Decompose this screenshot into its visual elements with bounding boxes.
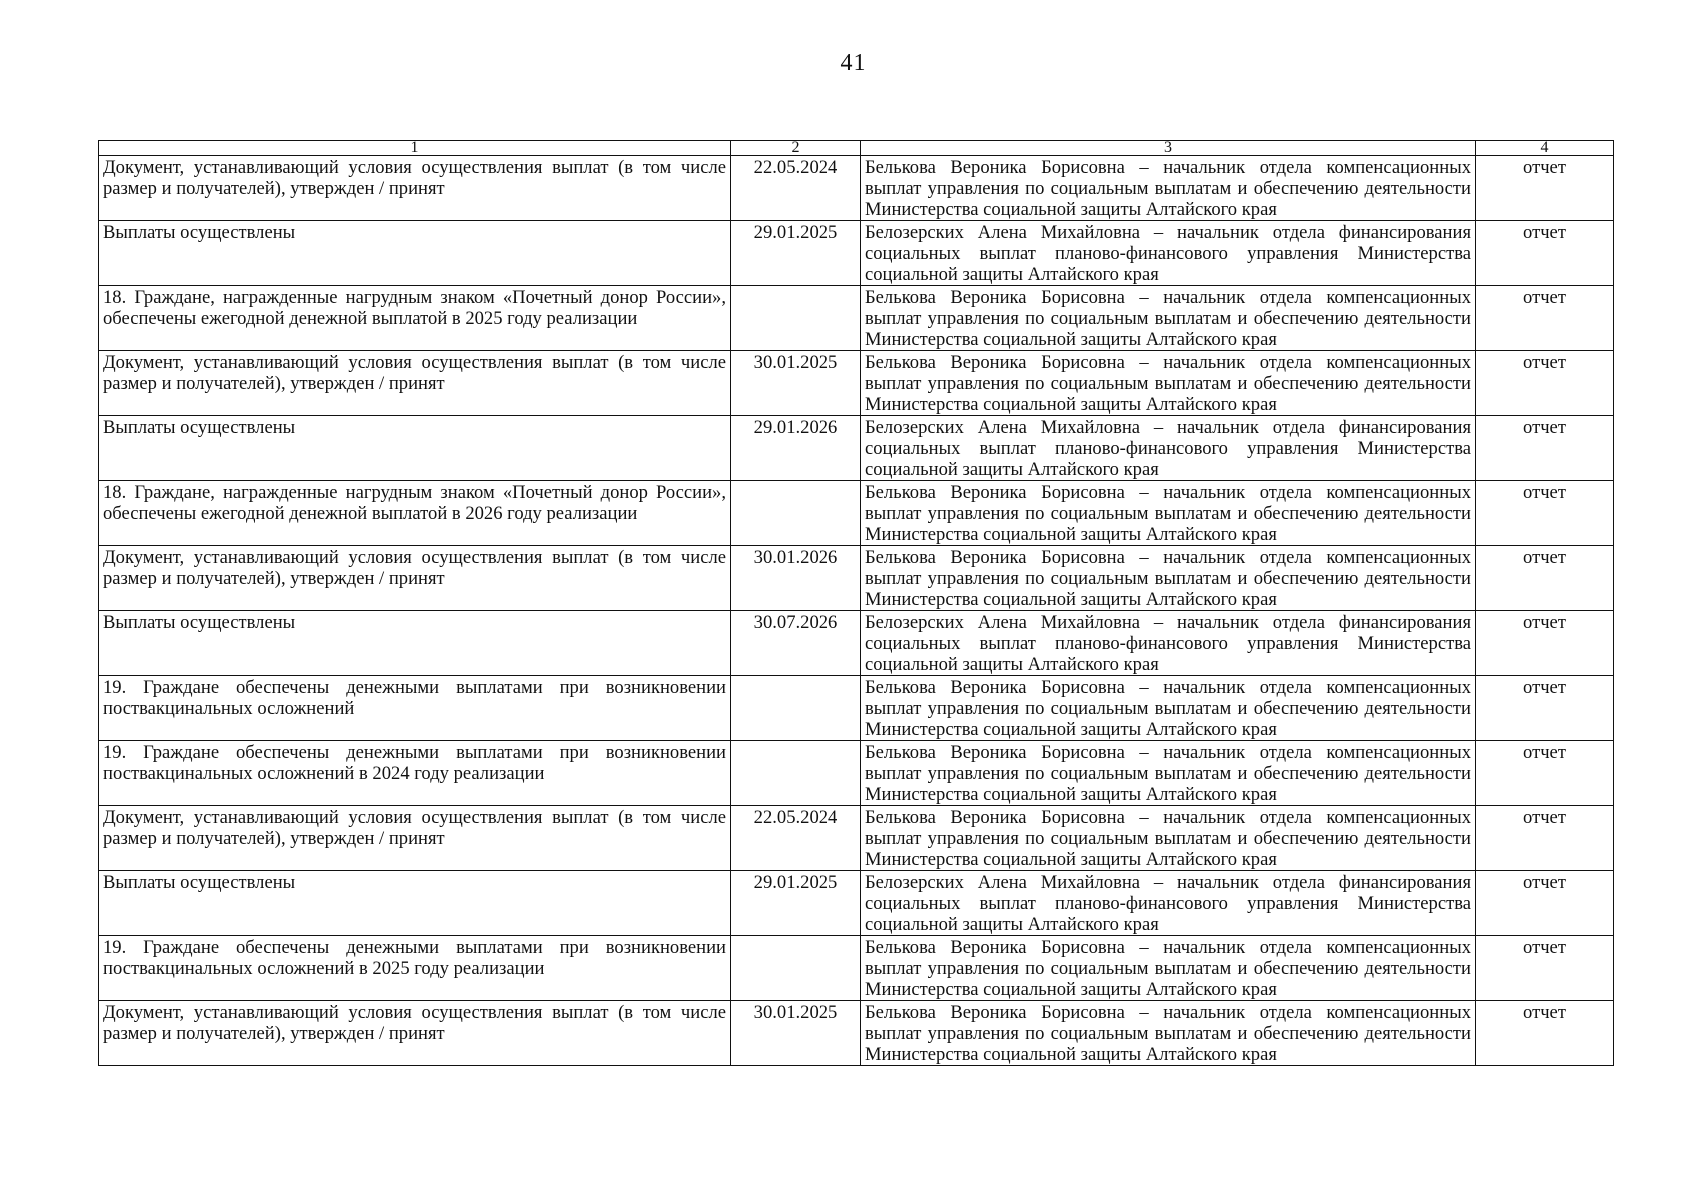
date-cell — [731, 936, 861, 1001]
result-type-cell: отчет — [1476, 156, 1614, 221]
result-type-cell: отчет — [1476, 1001, 1614, 1066]
result-type-cell: отчет — [1476, 416, 1614, 481]
description-cell: Документ, устанавливающий условия осуществления выплат (в том числе размер и получателей), утвержден / принят — [99, 351, 731, 416]
table-body — [99, 141, 1614, 1066]
description-cell: 19. Граждане обеспечены денежными выплатами при возникновении поствакцинальных осложнений — [99, 676, 731, 741]
description-cell: Выплаты осуществлены — [99, 871, 731, 936]
responsible-cell: Белозерских Алена Михайловна – начальник отдела финансирования социальных выплат планово-финансового управления Министерства социальной защиты Алтайского края — [861, 221, 1476, 286]
table-row — [99, 936, 1614, 1001]
date-cell — [731, 676, 861, 741]
control-points-table — [98, 140, 1614, 1066]
responsible-cell: Белозерских Алена Михайловна – начальник отдела финансирования социальных выплат планово-финансового управления Министерства социальной защиты Алтайского края — [861, 871, 1476, 936]
date-cell: 29.01.2026 — [731, 416, 861, 481]
table-row — [99, 221, 1614, 286]
description-cell: Выплаты осуществлены — [99, 611, 731, 676]
description-cell: Документ, устанавливающий условия осуществления выплат (в том числе размер и получателей), утвержден / принят — [99, 156, 731, 221]
date-cell — [731, 481, 861, 546]
date-cell: 29.01.2025 — [731, 221, 861, 286]
responsible-cell: Белькова Вероника Борисовна – начальник отдела компенсационных выплат управления по социальным выплатам и обеспечению деятельности Министерства социальной защиты Алтайского края — [861, 546, 1476, 611]
description-cell: 19. Граждане обеспечены денежными выплатами при возникновении поствакцинальных осложнений в 2024 году реализации — [99, 741, 731, 806]
description-cell: Документ, устанавливающий условия осуществления выплат (в том числе размер и получателей), утвержден / принят — [99, 1001, 731, 1066]
description-cell: 18. Граждане, награжденные нагрудным знаком «Почетный донор России», обеспечены ежегодной денежной выплатой в 2026 году реализации — [99, 481, 731, 546]
result-type-cell: отчет — [1476, 806, 1614, 871]
result-type-cell: отчет — [1476, 221, 1614, 286]
responsible-cell: Белькова Вероника Борисовна – начальник отдела компенсационных выплат управления по социальным выплатам и обеспечению деятельности Министерства социальной защиты Алтайского края — [861, 676, 1476, 741]
responsible-cell: Белькова Вероника Борисовна – начальник отдела компенсационных выплат управления по социальным выплатам и обеспечению деятельности Министерства социальной защиты Алтайского края — [861, 156, 1476, 221]
table-row — [99, 1001, 1614, 1066]
table-row — [99, 351, 1614, 416]
table-row — [99, 546, 1614, 611]
table-row — [99, 611, 1614, 676]
result-type-cell: отчет — [1476, 286, 1614, 351]
responsible-cell: Белькова Вероника Борисовна – начальник отдела компенсационных выплат управления по социальным выплатам и обеспечению деятельности Министерства социальной защиты Алтайского края — [861, 806, 1476, 871]
column-number-cell: 3 — [861, 141, 1476, 156]
date-cell — [731, 741, 861, 806]
result-type-cell: отчет — [1476, 611, 1614, 676]
description-cell: 18. Граждане, награжденные нагрудным знаком «Почетный донор России», обеспечены ежегодной денежной выплатой в 2025 году реализации — [99, 286, 731, 351]
page-number: 41 — [840, 50, 867, 76]
column-number-cell: 1 — [99, 141, 731, 156]
responsible-cell: Белькова Вероника Борисовна – начальник отдела компенсационных выплат управления по социальным выплатам и обеспечению деятельности Министерства социальной защиты Алтайского края — [861, 936, 1476, 1001]
column-number-row — [99, 141, 1614, 156]
result-type-cell: отчет — [1476, 676, 1614, 741]
responsible-cell: Белозерских Алена Михайловна – начальник отдела финансирования социальных выплат планово-финансового управления Министерства социальной защиты Алтайского края — [861, 416, 1476, 481]
date-cell: 30.07.2026 — [731, 611, 861, 676]
result-type-cell: отчет — [1476, 741, 1614, 806]
responsible-cell: Белозерских Алена Михайловна – начальник отдела финансирования социальных выплат планово-финансового управления Министерства социальной защиты Алтайского края — [861, 611, 1476, 676]
date-cell: 30.01.2025 — [731, 351, 861, 416]
table-row — [99, 676, 1614, 741]
result-type-cell: отчет — [1476, 481, 1614, 546]
table-row — [99, 156, 1614, 221]
table-row — [99, 741, 1614, 806]
date-cell: 30.01.2025 — [731, 1001, 861, 1066]
responsible-cell: Белькова Вероника Борисовна – начальник отдела компенсационных выплат управления по социальным выплатам и обеспечению деятельности Министерства социальной защиты Алтайского края — [861, 1001, 1476, 1066]
responsible-cell: Белькова Вероника Борисовна – начальник отдела компенсационных выплат управления по социальным выплатам и обеспечению деятельности Министерства социальной защиты Алтайского края — [861, 351, 1476, 416]
result-type-cell: отчет — [1476, 936, 1614, 1001]
date-cell: 22.05.2024 — [731, 156, 861, 221]
description-cell: 19. Граждане обеспечены денежными выплатами при возникновении поствакцинальных осложнений в 2025 году реализации — [99, 936, 731, 1001]
table-row — [99, 286, 1614, 351]
date-cell — [731, 286, 861, 351]
result-type-cell: отчет — [1476, 871, 1614, 936]
date-cell: 22.05.2024 — [731, 806, 861, 871]
date-cell: 29.01.2025 — [731, 871, 861, 936]
column-number-cell: 4 — [1476, 141, 1614, 156]
column-number-cell: 2 — [731, 141, 861, 156]
responsible-cell: Белькова Вероника Борисовна – начальник отдела компенсационных выплат управления по социальным выплатам и обеспечению деятельности Министерства социальной защиты Алтайского края — [861, 286, 1476, 351]
date-cell: 30.01.2026 — [731, 546, 861, 611]
responsible-cell: Белькова Вероника Борисовна – начальник отдела компенсационных выплат управления по социальным выплатам и обеспечению деятельности Министерства социальной защиты Алтайского края — [861, 481, 1476, 546]
description-cell: Документ, устанавливающий условия осуществления выплат (в том числе размер и получателей), утвержден / принят — [99, 806, 731, 871]
table-row — [99, 806, 1614, 871]
responsible-cell: Белькова Вероника Борисовна – начальник отдела компенсационных выплат управления по социальным выплатам и обеспечению деятельности Министерства социальной защиты Алтайского края — [861, 741, 1476, 806]
description-cell: Выплаты осуществлены — [99, 221, 731, 286]
description-cell: Выплаты осуществлены — [99, 416, 731, 481]
result-type-cell: отчет — [1476, 546, 1614, 611]
table-row — [99, 871, 1614, 936]
description-cell: Документ, устанавливающий условия осуществления выплат (в том числе размер и получателей), утвержден / принят — [99, 546, 731, 611]
table-row — [99, 416, 1614, 481]
result-type-cell: отчет — [1476, 351, 1614, 416]
table-row — [99, 481, 1614, 546]
